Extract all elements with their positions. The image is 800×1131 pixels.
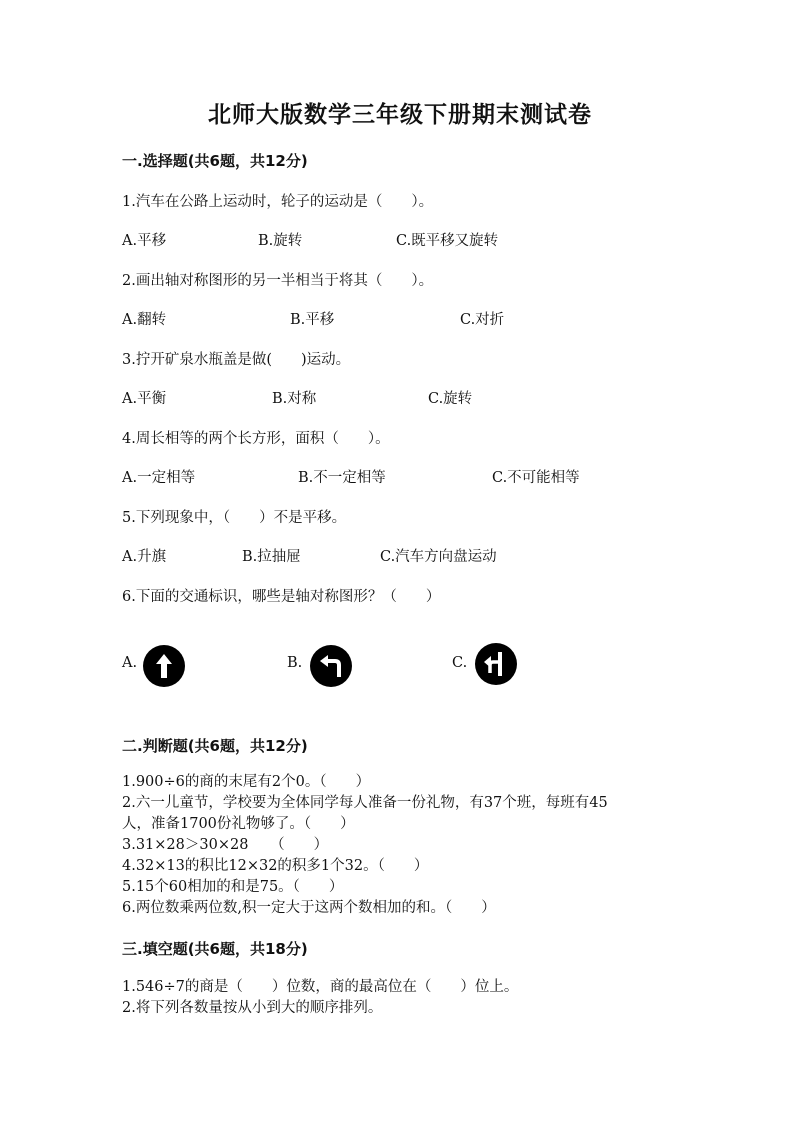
section-heading-fill: 三.填空题(共6题，共18分) [122,940,308,958]
option-c: C.既平移又旋转 [396,233,499,249]
judgment-item: 6.两位数乘两位数,积一定大于这两个数相加的和。（ ） [122,900,496,916]
option-a: A.平移 [122,233,167,249]
judgment-item: 5.15个60相加的和是75。（ ） [122,879,344,895]
fill-item: 2.将下列各数量按从小到大的顺序排列。 [122,1000,383,1016]
option-a: A.平衡 [122,391,167,407]
page-title: 北师大版数学三年级下册期末测试卷 [208,101,592,128]
judgment-item: 3.31×28＞30×28 （ ） [122,837,329,853]
fill-item: 1.546÷7的商是（ ）位数，商的最高位在（ ）位上。 [122,979,519,995]
option-a: A.升旗 [122,549,167,565]
section-heading-judgment: 二.判断题(共6题，共12分) [122,737,308,755]
option-c: C.对折 [460,312,505,328]
option-c: C. [452,655,468,671]
question-text: 1.汽车在公路上运动时，轮子的运动是（ ）。 [122,194,434,210]
left-turn-junction-sign-icon [475,643,517,685]
question-text: 5.下列现象中，（ ）不是平移。 [122,510,347,526]
option-b: B.不一定相等 [298,470,386,486]
option-b: B.旋转 [258,233,303,249]
option-b: B. [287,655,303,671]
option-c: C.不可能相等 [492,470,580,486]
option-b: B.平移 [290,312,335,328]
option-a: A.一定相等 [122,470,196,486]
option-c: C.汽车方向盘运动 [380,549,497,565]
turn-left-sign-icon [310,645,352,687]
judgment-item: 1.900÷6的商的末尾有2个0。（ ） [122,774,371,790]
question-text: 4.周长相等的两个长方形，面积（ ）。 [122,431,390,447]
option-a: A.翻转 [122,312,167,328]
judgment-item: 人，准备1700份礼物够了。（ ） [122,816,355,832]
arrow-up-sign-icon [143,645,185,687]
question-text: 6.下面的交通标识，哪些是轴对称图形？（ ） [122,589,441,605]
option-c: C.旋转 [428,391,473,407]
option-a: A. [122,655,138,671]
judgment-item: 4.32×13的积比12×32的积多1个32。（ ） [122,858,429,874]
option-b: B.拉抽屉 [242,549,301,565]
judgment-item: 2.六一儿童节，学校要为全体同学每人准备一份礼物，有37个班，每班有45 [122,795,608,811]
question-text: 2.画出轴对称图形的另一半相当于将其（ ）。 [122,273,434,289]
option-b: B.对称 [272,391,317,407]
section-heading-choice: 一.选择题(共6题，共12分) [122,152,308,170]
question-text: 3.拧开矿泉水瓶盖是做( )运动。 [122,352,351,368]
